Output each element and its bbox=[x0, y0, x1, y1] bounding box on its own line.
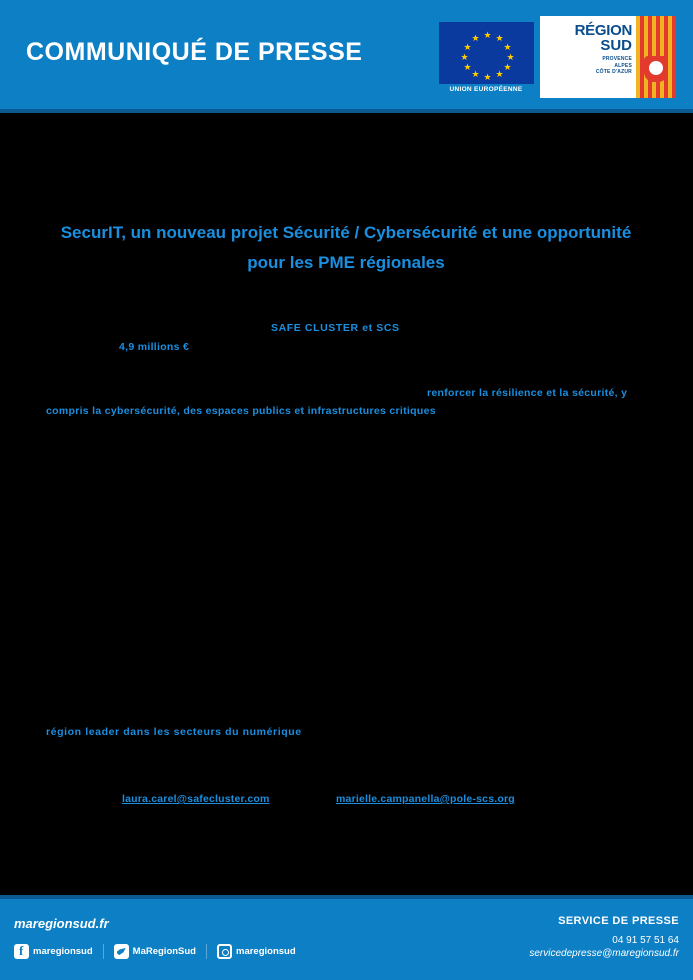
press-service-title: SERVICE DE PRESSE bbox=[558, 915, 679, 927]
facebook-icon bbox=[14, 944, 29, 959]
page-title: COMMUNIQUÉ DE PRESSE bbox=[26, 38, 363, 66]
paragraph-leader: région leader dans les secteurs du numérique bbox=[46, 726, 302, 738]
press-service-block bbox=[529, 915, 679, 959]
instagram-icon bbox=[217, 944, 232, 959]
document-title: SecurIT, un nouveau projet Sécurité / Cybersécurité et une opportunité pour les PME régionales bbox=[60, 223, 632, 272]
page-footer bbox=[0, 895, 693, 980]
region-shield-icon bbox=[636, 16, 676, 98]
page-header bbox=[0, 0, 693, 113]
footer-website[interactable]: maregionsud.fr bbox=[14, 916, 109, 931]
region-sud-wordmark bbox=[540, 16, 636, 98]
social-link-instagram[interactable] bbox=[206, 944, 306, 959]
social-link-twitter[interactable] bbox=[103, 944, 206, 959]
contact-email-2[interactable]: marielle.campanella@pole-scs.org bbox=[336, 793, 515, 805]
instagram-label: maregionsud bbox=[236, 946, 296, 957]
social-links bbox=[14, 944, 306, 959]
press-service-email[interactable]: servicedepresse@maregionsud.fr bbox=[529, 948, 679, 959]
eu-flag-block bbox=[437, 22, 535, 100]
region-sud-logo bbox=[540, 16, 676, 98]
social-link-facebook[interactable] bbox=[14, 944, 103, 959]
eu-flag-caption: UNION EUROPÉENNE bbox=[449, 86, 523, 93]
region-logo-subtitle: PROVENCE ALPES CÔTE D'AZUR bbox=[595, 56, 632, 75]
press-service-phone: 04 91 57 51 64 bbox=[612, 935, 679, 946]
region-logo-line1: RÉGION bbox=[574, 22, 632, 39]
twitter-label: MaRegionSud bbox=[132, 946, 196, 957]
paragraph-amount: 4,9 millions € bbox=[119, 341, 190, 353]
paragraph-resilience: renforcer la résilience et la sécurité, y bbox=[427, 387, 628, 399]
paragraph-clusters: SAFE CLUSTER et SCS bbox=[271, 322, 400, 334]
facebook-label: maregionsud bbox=[33, 946, 93, 957]
contact-email-1[interactable]: laura.carel@safecluster.com bbox=[122, 793, 270, 805]
twitter-icon bbox=[114, 944, 129, 959]
shield-emblem-icon bbox=[644, 56, 668, 82]
eu-flag-icon: ★ ★ ★ ★ ★ ★ ★ ★ ★ ★ ★ ★ bbox=[439, 22, 534, 84]
region-logo-line2: SUD bbox=[600, 37, 632, 54]
paragraph-cyber: compris la cybersécurité, des espaces publics et infrastructures critiques bbox=[46, 405, 436, 417]
